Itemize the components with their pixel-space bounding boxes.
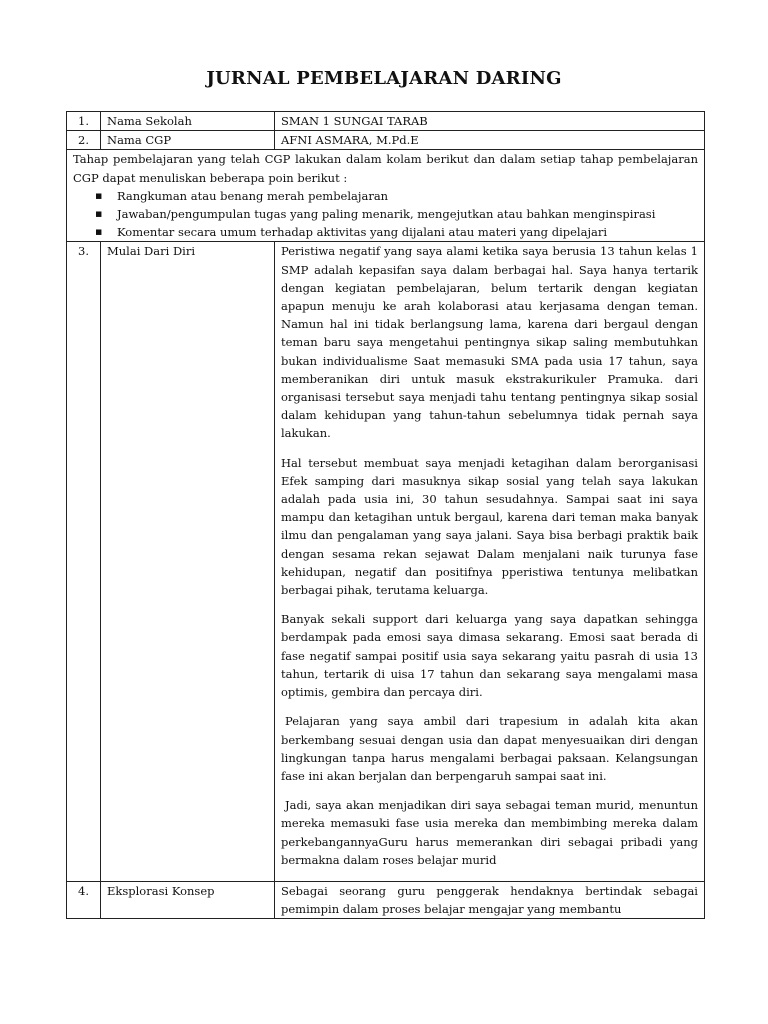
- instructions-cell: [67, 150, 705, 242]
- paragraph: Jadi, saya akan menjadikan diri saya sebagai teman murid, menuntun mereka memasuki fase usia mereka dan membimbing mereka dalam perkebangannyaGuru harus memerankan diri sebagai pribadi yang bermakna dalam roses belajar murid: [281, 798, 698, 867]
- school-label: Nama Sekolah: [101, 112, 275, 131]
- table-row-mulai-dari-diri: [67, 242, 705, 882]
- paragraph: Banyak sekali support dari keluarga yang saya dapatkan sehingga berdampak pada emosi saya dimasa sekarang. Emosi saat berada di fase negatif sampai positif usia saya sekarang yaitu pasrah di usia 13 tahun, tertarik di uisa 17 tahun dan sekarang saya mengalami masa optimis, gembira dan percaya diri.: [281, 612, 698, 700]
- row-number: 2.: [67, 131, 101, 150]
- table-row-instructions: [67, 150, 705, 242]
- list-item: ▪ Rangkuman atau benang merah pembelajaran: [117, 187, 698, 205]
- eksplorasi-label: Eksplorasi Konsep: [101, 881, 275, 918]
- paragraph: Sebagai seorang guru penggerak hendaknya bertindak sebagai pemimpin dalam proses belajar mengajar yang membantu: [281, 883, 698, 917]
- document-title: JURNAL PEMBELAJARAN DARING: [206, 68, 562, 89]
- list-item: ▪ Komentar secara umum terhadap aktivitas yang dijalani atau materi yang dipelajari: [117, 223, 698, 241]
- row-number: 1.: [67, 112, 101, 131]
- paragraph: Pelajaran yang saya ambil dari trapesium in adalah kita akan berkembang sesuai dengan usia dan dapat menyesuaikan diri dengan lingkungan tanpa harus mengalami berbagai paksaan. Kelangsungan fase ini akan berjalan dan berpengaruh sampai saat ini.: [281, 714, 698, 783]
- paragraph: Hal tersebut membuat saya menjadi ketagihan dalam berorganisasi Efek samping dari masuknya sikap sosial yang telah saya lakukan adalah pada usia ini, 30 tahun sesudahnya. Sampai saat ini saya mampu dan ketagihan untuk bergaul, karena dari teman maka banyak ilmu dan pengalaman yang saya jalani. Saya bisa berbagi praktik baik dengan sesama rekan sejawat Dalam menjalani naik turunya fase kehidupan, negatif dan positifnya pperistiwa tentunya melibatkan berbagai pihak, terutama keluarga.: [281, 455, 698, 598]
- journal-table: [66, 111, 705, 919]
- paragraph: Peristiwa negatif yang saya alami ketika saya berusia 13 tahun kelas 1 SMP adalah kepasifan saya dalam berbagai hal. Saya hanya tertarik dengan kegiatan pembelajaran, belum tertarik dengan kegiatan apapun menuju ke arah kolaborasi atau kerjasama dengan teman. Namun hal ini tidak berlangsung lama, karena dari bergaul dengan teman baru saya mengetahui pentingnya sikap saling membutuhkan bukan individualisme Saat memasuki SMA pada usia 17 tahun, saya memberanikan diri untuk masuk ekstrakurikuler Pramuka. dari organisasi tersebut saya menjadi tahu tentang pentingnya sikap sosial dalam kehidupan yang tahun-tahun sebelumnya tidak pernah saya lakukan.: [281, 244, 698, 441]
- eksplorasi-content: [275, 881, 705, 918]
- table-row-cgp: [67, 131, 705, 150]
- instructions-text: Tahap pembelajaran yang telah CGP lakukan dalam kolam berikut dan dalam setiap tahap pembelajaran CGP dapat menuliskan beberapa poin berikut :: [73, 152, 698, 185]
- table-row-eksplorasi: [67, 881, 705, 918]
- mulai-content: [275, 242, 705, 882]
- school-value: SMAN 1 SUNGAI TARAB: [275, 112, 705, 131]
- row-number: 4.: [67, 881, 101, 918]
- mulai-label: Mulai Dari Diri: [101, 242, 275, 882]
- cgp-label: Nama CGP: [101, 131, 275, 150]
- instructions-list: [73, 187, 698, 242]
- cgp-value: AFNI ASMARA, M.Pd.E: [275, 131, 705, 150]
- row-number: 3.: [67, 242, 101, 882]
- list-item: ▪ Jawaban/pengumpulan tugas yang paling menarik, mengejutkan atau bahkan menginspirasi: [117, 205, 698, 223]
- table-row-school: [67, 112, 705, 131]
